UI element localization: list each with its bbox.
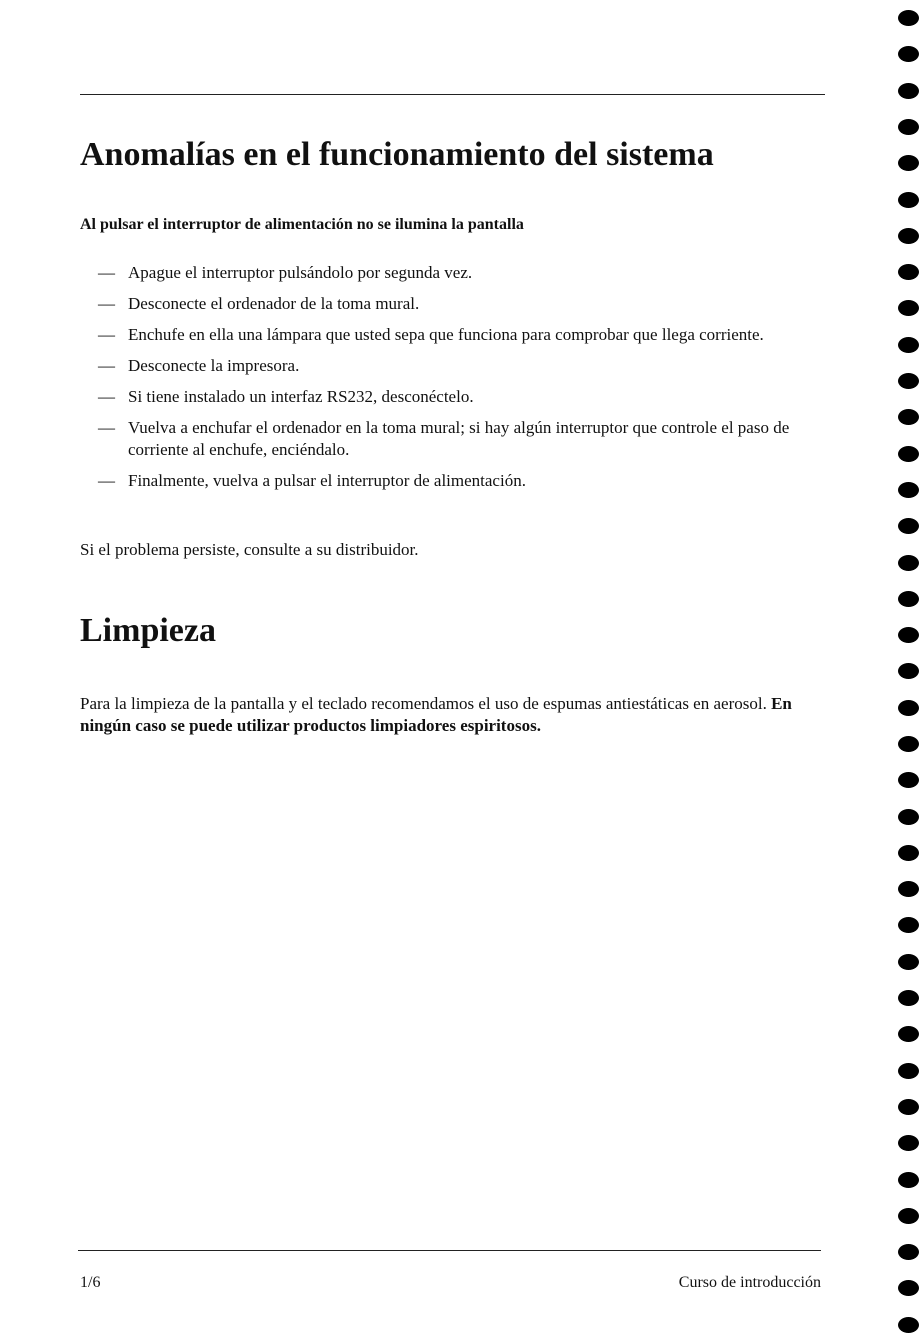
binder-hole bbox=[898, 83, 919, 99]
binder-hole bbox=[898, 809, 919, 825]
dash-marker: — bbox=[98, 263, 115, 282]
binder-hole bbox=[898, 1280, 919, 1296]
binder-hole bbox=[898, 1317, 919, 1333]
binder-hole bbox=[898, 446, 919, 462]
cleaning-warning: En ningún caso se puede utilizar productos limpiadores espiritosos. bbox=[80, 694, 792, 735]
dash-marker: — bbox=[98, 294, 115, 313]
binder-hole bbox=[898, 373, 919, 389]
binder-hole bbox=[898, 119, 919, 135]
binder-hole bbox=[898, 627, 919, 643]
closing-note: Si el problema persiste, consulte a su distribuidor. bbox=[80, 540, 419, 559]
binder-hole bbox=[898, 1244, 919, 1260]
binder-hole bbox=[898, 46, 919, 62]
list-item: — Vuelva a enchufar el ordenador en la toma mural; si hay algún interruptor que controle el paso de corriente al enchufe, enciéndalo. bbox=[98, 418, 790, 459]
binder-hole bbox=[898, 1063, 919, 1079]
binder-hole bbox=[898, 300, 919, 316]
troubleshooting-steps bbox=[98, 262, 830, 501]
subheading-no-display: Al pulsar el interruptor de alimentación no se ilumina la pantalla bbox=[80, 216, 524, 233]
binder-holes-strip bbox=[892, 0, 924, 1334]
binder-hole bbox=[898, 772, 919, 788]
page-number: 1/6 bbox=[80, 1274, 101, 1291]
section-title-anomalias: Anomalías en el funcionamiento del sistema bbox=[80, 136, 714, 173]
list-item: — Finalmente, vuelva a pulsar el interruptor de alimentación. bbox=[98, 471, 526, 490]
binder-hole bbox=[898, 555, 919, 571]
dash-marker: — bbox=[98, 418, 115, 437]
binder-hole bbox=[898, 1208, 919, 1224]
binder-hole bbox=[898, 845, 919, 861]
list-item: — Desconecte el ordenador de la toma mural. bbox=[98, 294, 420, 313]
binder-hole bbox=[898, 591, 919, 607]
section-title-limpieza: Limpieza bbox=[80, 612, 216, 649]
binder-hole bbox=[898, 736, 919, 752]
top-rule bbox=[80, 94, 825, 95]
cleaning-paragraph bbox=[80, 693, 825, 737]
binder-hole bbox=[898, 990, 919, 1006]
binder-hole bbox=[898, 1172, 919, 1188]
binder-hole bbox=[898, 264, 919, 280]
dash-marker: — bbox=[98, 356, 115, 375]
list-item: — Desconecte la impresora. bbox=[98, 356, 300, 375]
binder-hole bbox=[898, 409, 919, 425]
binder-hole bbox=[898, 228, 919, 244]
binder-hole bbox=[898, 192, 919, 208]
dash-marker: — bbox=[98, 471, 115, 490]
binder-hole bbox=[898, 1026, 919, 1042]
footer-rule bbox=[78, 1250, 821, 1251]
footer-doc-title: Curso de introducción bbox=[678, 1274, 821, 1291]
list-item: — Si tiene instalado un interfaz RS232, desconéctelo. bbox=[98, 387, 474, 406]
binder-hole bbox=[898, 881, 919, 897]
binder-hole bbox=[898, 482, 919, 498]
binder-hole bbox=[898, 917, 919, 933]
binder-hole bbox=[898, 663, 919, 679]
binder-hole bbox=[898, 700, 919, 716]
binder-hole bbox=[898, 155, 919, 171]
binder-hole bbox=[898, 518, 919, 534]
binder-hole bbox=[898, 954, 919, 970]
binder-hole bbox=[898, 1135, 919, 1151]
dash-marker: — bbox=[98, 325, 115, 344]
list-item: — Enchufe en ella una lámpara que usted sepa que funciona para comprobar que llega corriente. bbox=[98, 325, 764, 344]
binder-hole bbox=[898, 1099, 919, 1115]
dash-marker: — bbox=[98, 387, 115, 406]
binder-hole bbox=[898, 10, 919, 26]
binder-hole bbox=[898, 337, 919, 353]
list-item: — Apague el interruptor pulsándolo por segunda vez. bbox=[98, 263, 473, 282]
cleaning-text: Para la limpieza de la pantalla y el teclado recomendamos el uso de espumas antiestáticas en aerosol. bbox=[80, 694, 767, 713]
